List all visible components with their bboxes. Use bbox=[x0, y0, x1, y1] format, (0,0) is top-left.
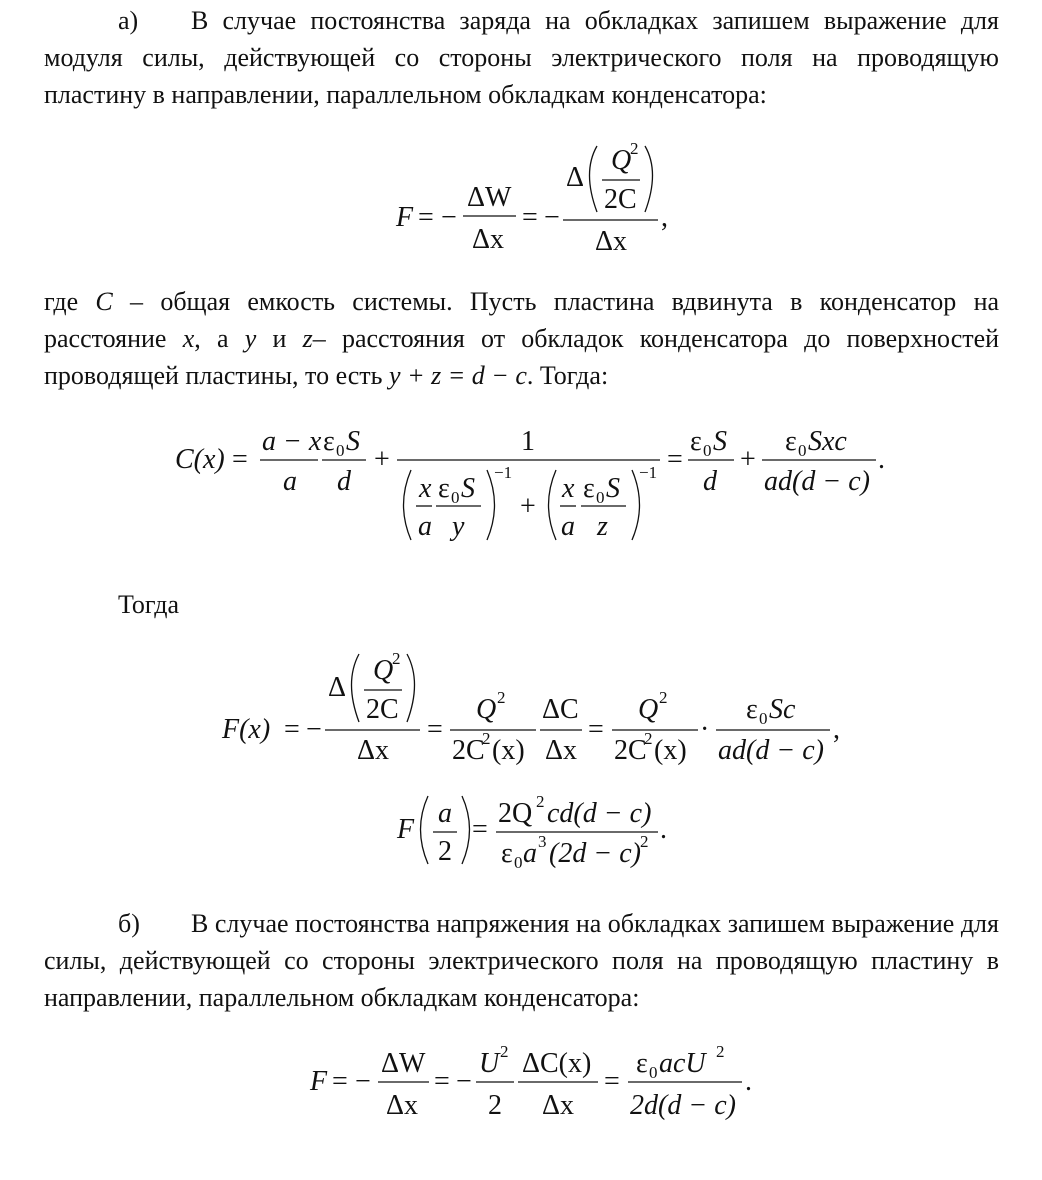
svg-text:=: = bbox=[588, 714, 604, 745]
svg-text:F(x): F(x) bbox=[222, 714, 271, 745]
svg-text:ε: ε bbox=[746, 694, 758, 725]
svg-text:=: = bbox=[667, 444, 683, 475]
svg-text:−1: −1 bbox=[639, 463, 658, 482]
paragraph-b bbox=[44, 905, 999, 1016]
equation-4-svg bbox=[0, 782, 1042, 882]
svg-text:=: = bbox=[427, 714, 443, 745]
svg-text:0: 0 bbox=[596, 488, 605, 507]
svg-text:2: 2 bbox=[438, 836, 452, 867]
svg-text:a: a bbox=[283, 466, 297, 497]
equation-1-svg bbox=[0, 138, 1042, 268]
svg-text:1: 1 bbox=[521, 426, 535, 457]
svg-text:Δx: Δx bbox=[545, 735, 578, 766]
equation-force-voltage bbox=[0, 1040, 1042, 1180]
svg-text:F: F bbox=[397, 814, 415, 845]
svg-text:2: 2 bbox=[497, 688, 506, 707]
svg-text:2: 2 bbox=[392, 649, 401, 668]
paragraph-a-text: В случае постоянства заряда на обкладках запишем выражение для модуля силы, действующей со стороны электрического поля на проводящую пластину в направлении, параллельном обкладкам конденсатора: bbox=[44, 6, 999, 109]
svg-text:2: 2 bbox=[500, 1042, 509, 1061]
svg-text:ε: ε bbox=[690, 426, 702, 457]
svg-text:2: 2 bbox=[488, 1090, 502, 1121]
svg-text:S: S bbox=[346, 426, 360, 457]
svg-text:ε: ε bbox=[636, 1048, 648, 1079]
svg-text:S: S bbox=[713, 426, 727, 457]
svg-text:acU: acU bbox=[659, 1048, 706, 1079]
svg-text:(x): (x) bbox=[654, 735, 687, 766]
item-label-a: а) bbox=[118, 6, 139, 35]
svg-text:Δx: Δx bbox=[472, 224, 505, 255]
svg-text:cd(d − c): cd(d − c) bbox=[547, 798, 652, 829]
svg-text:2C: 2C bbox=[452, 735, 485, 766]
svg-text:2: 2 bbox=[482, 729, 491, 748]
svg-text:0: 0 bbox=[798, 441, 807, 460]
svg-text:3: 3 bbox=[538, 832, 547, 851]
svg-text:ad(d − c): ad(d − c) bbox=[718, 735, 824, 766]
svg-text:ε: ε bbox=[583, 473, 595, 504]
svg-text:=: = bbox=[284, 714, 300, 745]
svg-text:+: + bbox=[374, 444, 390, 475]
svg-text:S: S bbox=[461, 473, 475, 504]
svg-text:ΔW: ΔW bbox=[381, 1048, 426, 1079]
svg-text:Δx: Δx bbox=[595, 226, 628, 257]
svg-text:2: 2 bbox=[536, 792, 545, 811]
text-then: Тогда bbox=[118, 590, 180, 619]
svg-text:2Q: 2Q bbox=[498, 798, 533, 829]
svg-text:2: 2 bbox=[630, 139, 639, 158]
svg-text:a: a bbox=[523, 838, 537, 869]
svg-text:a − x: a − x bbox=[262, 426, 322, 457]
svg-text:−1: −1 bbox=[494, 463, 513, 482]
svg-text:x: x bbox=[562, 473, 575, 504]
svg-text:ΔC: ΔC bbox=[542, 694, 579, 725]
svg-text:0: 0 bbox=[703, 441, 712, 460]
svg-text:Q: Q bbox=[638, 694, 659, 725]
svg-text:=: = bbox=[332, 1066, 348, 1097]
svg-text:2: 2 bbox=[659, 688, 668, 707]
svg-text:(2d − c): (2d − c) bbox=[549, 838, 641, 869]
svg-text:−: − bbox=[355, 1066, 371, 1097]
svg-text:.: . bbox=[660, 814, 667, 845]
svg-text:0: 0 bbox=[649, 1063, 658, 1082]
svg-text:,: , bbox=[661, 202, 668, 233]
svg-text:2C: 2C bbox=[604, 184, 637, 215]
svg-text:C(x): C(x) bbox=[175, 444, 225, 475]
svg-text:Δx: Δx bbox=[357, 735, 390, 766]
svg-text:S: S bbox=[606, 473, 620, 504]
svg-text:Q: Q bbox=[611, 145, 632, 176]
svg-text:.: . bbox=[878, 444, 885, 475]
svg-text:=: = bbox=[604, 1066, 620, 1097]
svg-text:0: 0 bbox=[336, 441, 345, 460]
svg-text:x: x bbox=[419, 473, 432, 504]
svg-text:2C: 2C bbox=[614, 735, 647, 766]
svg-text:d: d bbox=[703, 466, 717, 497]
svg-text:+: + bbox=[740, 444, 756, 475]
svg-text:0: 0 bbox=[514, 853, 523, 872]
svg-text:Sxc: Sxc bbox=[808, 426, 847, 457]
svg-text:0: 0 bbox=[759, 709, 768, 728]
svg-text:Q: Q bbox=[476, 694, 497, 725]
svg-text:2C: 2C bbox=[366, 694, 399, 725]
svg-text:U: U bbox=[479, 1048, 500, 1079]
item-label-b: б) bbox=[118, 909, 140, 938]
svg-text:a: a bbox=[418, 511, 432, 542]
svg-text:+: + bbox=[520, 491, 536, 522]
svg-text:2: 2 bbox=[644, 729, 653, 748]
svg-text:ΔC(x): ΔC(x) bbox=[522, 1048, 592, 1079]
svg-text:ε: ε bbox=[323, 426, 335, 457]
svg-text:2: 2 bbox=[640, 832, 649, 851]
svg-text:d: d bbox=[337, 466, 351, 497]
svg-text:Q: Q bbox=[373, 655, 394, 686]
svg-text:a: a bbox=[561, 511, 575, 542]
svg-text:ε: ε bbox=[438, 473, 450, 504]
paragraph-a bbox=[44, 2, 999, 113]
svg-text:Δ: Δ bbox=[566, 162, 585, 193]
equation-2-svg bbox=[0, 420, 1042, 550]
svg-text:=: = bbox=[522, 202, 538, 233]
svg-text:2: 2 bbox=[716, 1042, 725, 1061]
svg-text:=: = bbox=[232, 444, 248, 475]
equation-force-x bbox=[0, 646, 1042, 786]
svg-text:−: − bbox=[544, 202, 560, 233]
svg-text:Δ: Δ bbox=[328, 672, 347, 703]
svg-text:Sc: Sc bbox=[769, 694, 796, 725]
svg-text:F: F bbox=[310, 1066, 328, 1097]
svg-text:−: − bbox=[456, 1066, 472, 1097]
equation-force-charge bbox=[0, 138, 1042, 278]
svg-text:y: y bbox=[452, 511, 465, 542]
svg-text:a: a bbox=[438, 798, 452, 829]
svg-text:Δx: Δx bbox=[386, 1090, 419, 1121]
svg-text:=: = bbox=[418, 202, 434, 233]
svg-text:=: = bbox=[434, 1066, 450, 1097]
svg-text:−: − bbox=[306, 714, 322, 745]
svg-text:2d(d − c): 2d(d − c) bbox=[630, 1090, 736, 1121]
svg-text:.: . bbox=[745, 1066, 752, 1097]
svg-text:,: , bbox=[833, 714, 840, 745]
paragraph-b-text: В случае постоянства напряжения на обкладках запишем выражение для силы, действующей со стороны электрического поля на проводящую пластину в направлении, параллельном обкладкам конденсатора: bbox=[44, 909, 999, 1012]
svg-text:0: 0 bbox=[451, 488, 460, 507]
svg-text:F: F bbox=[396, 202, 414, 233]
svg-text:Δx: Δx bbox=[542, 1090, 575, 1121]
equation-3-svg bbox=[0, 646, 1042, 771]
paragraph-where: где C – общая емкость системы. Пусть пластина вдвинута в конденсатор на расстояние x, а y и z– расстояния от обкладок конденсатора до поверхностей проводящей пластины, то есть y + z = d − c. Тогда: bbox=[44, 287, 1000, 390]
svg-text:ad(d − c): ad(d − c) bbox=[764, 466, 870, 497]
svg-text:z: z bbox=[597, 511, 608, 542]
svg-text:ε: ε bbox=[501, 838, 513, 869]
equation-capacitance bbox=[0, 420, 1042, 560]
svg-text:(x): (x) bbox=[492, 735, 525, 766]
svg-text:−: − bbox=[441, 202, 457, 233]
svg-text:ε: ε bbox=[785, 426, 797, 457]
equation-5-svg bbox=[0, 1040, 1042, 1135]
svg-text:·: · bbox=[700, 714, 710, 745]
svg-text:=: = bbox=[472, 814, 488, 845]
equation-force-half bbox=[0, 782, 1042, 922]
svg-text:ΔW: ΔW bbox=[467, 182, 512, 213]
